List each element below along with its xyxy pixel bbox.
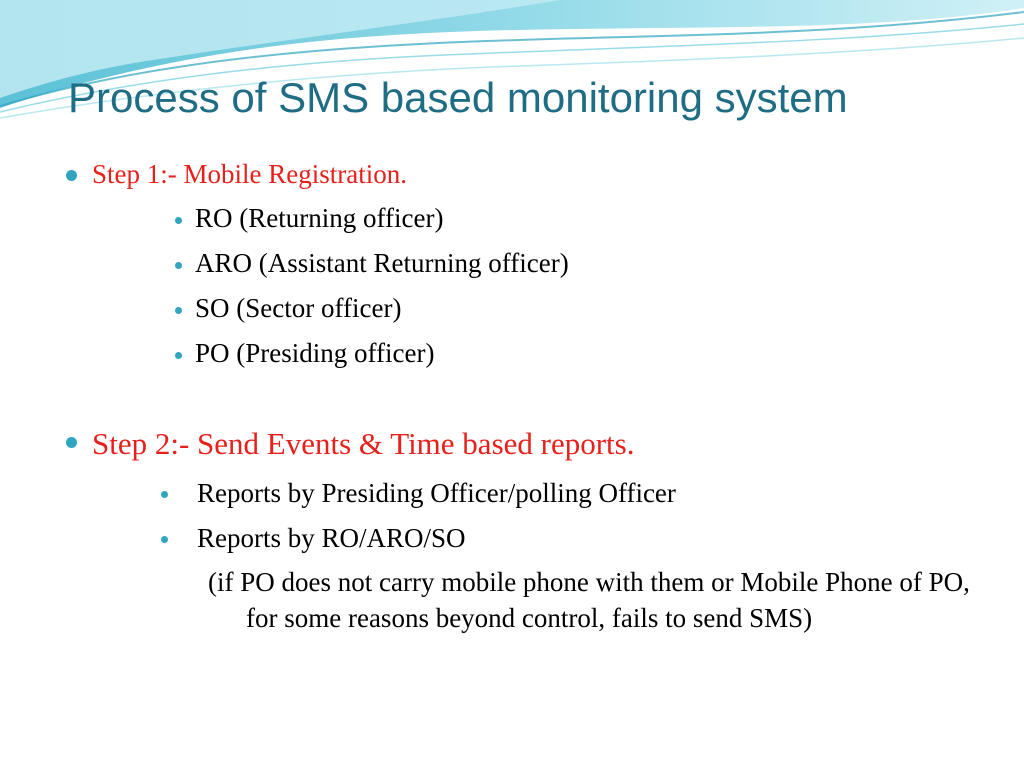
level1-bullet-icon (66, 437, 77, 448)
step1-heading: Step 1:- Mobile Registration. (92, 159, 407, 189)
step1-item-so: SO (Sector officer) (195, 293, 402, 323)
step1-item-po: PO (Presiding officer) (195, 338, 435, 368)
level2-bullet-icon (175, 217, 182, 224)
slide-title: Process of SMS based monitoring system (68, 74, 848, 121)
step2-item-po-reports: Reports by Presiding Officer/polling Officer (197, 478, 676, 508)
level2-bullet-icon (175, 262, 182, 269)
level2-bullet-icon (161, 536, 168, 543)
level2-bullet-icon (161, 491, 168, 498)
step1-item-ro: RO (Returning officer) (195, 203, 444, 233)
step2-note: (if PO does not carry mobile phone with them or Mobile Phone of PO, for some reasons beyond control, fails to send SMS) (208, 567, 970, 633)
level2-bullet-icon (175, 352, 182, 359)
level2-bullet-icon (175, 307, 182, 314)
step2-item-ro-reports: Reports by RO/ARO/SO (197, 523, 466, 553)
level1-bullet-icon (66, 170, 77, 181)
step2-heading: Step 2:- Send Events & Time based reports. (92, 426, 635, 461)
step1-item-aro: ARO (Assistant Returning officer) (195, 248, 569, 278)
